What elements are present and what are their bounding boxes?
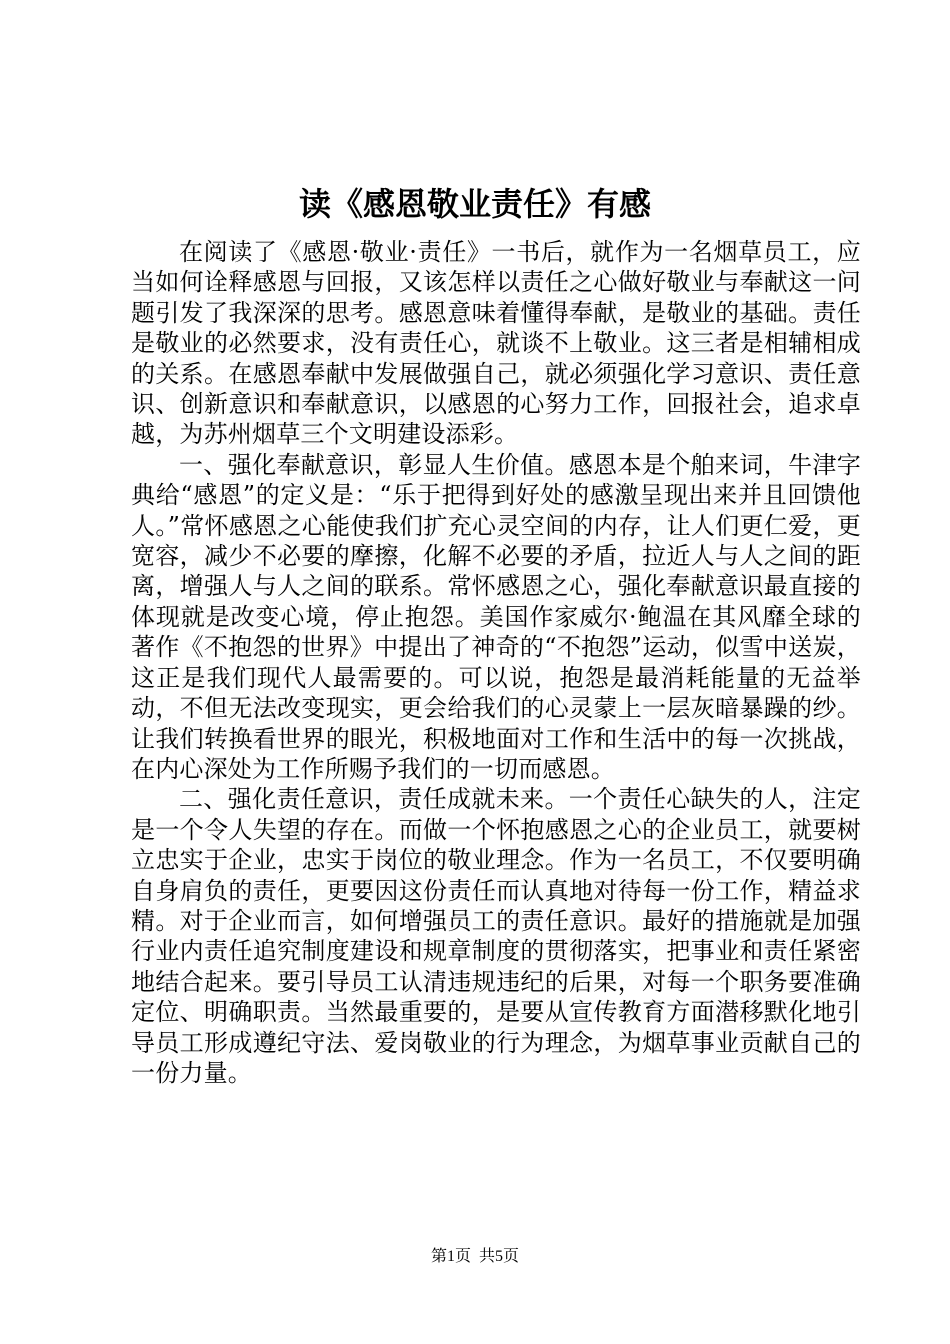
page-title: 读《感恩敬业责任》有感 <box>298 185 651 223</box>
page-number: 第1页 <box>430 1248 471 1265</box>
document-body <box>131 237 861 1088</box>
page-total: 共5页 <box>479 1248 520 1265</box>
page-footer <box>0 1247 950 1267</box>
paragraph-section-2: 二、强化责任意识，责任成就未来。一个责任心缺失的人，注定是一个令人失望的存在。而做一个怀抱感恩之心的企业员工，就要树立忠实于企业，忠实于岗位的敬业理念。作为一名员工，不仅要明确自身肩负的责任，更要因这份责任而认真地对待每一份工作，精益求精。对于企业而言，如何增强员工的责任意识。最好的措施就是加强行业内责任追究制度建设和规章制度的贯彻落实，把事业和责任紧密地结合起来。要引导员工认清违规违纪的后果，对每一个职务要准确定位、明确职责。当然最重要的，是要从宣传教育方面潜移默化地引导员工形成遵纪守法、爱岗敬业的行为理念，为烟草事业贡献自己的一份力量。 <box>131 785 861 1087</box>
paragraph-section-1: 一、强化奉献意识，彰显人生价值。感恩本是个舶来词，牛津字典给“感恩”的定义是：“乐于把得到好处的感激呈现出来并且回馈他人。”常怀感恩之心能使我们扩充心灵空间的内存，让人们更仁爱，更宽容，减少不必要的摩擦，化解不必要的矛盾，拉近人与人之间的距离，增强人与人之间的联系。常怀感恩之心，强化奉献意识最直接的体现就是改变心境，停止抱怨。美国作家威尔·鲍温在其风靡全球的著作《不抱怨的世界》中提出了神奇的“不抱怨”运动，似雪中送炭，这正是我们现代人最需要的。可以说，抱怨是最消耗能量的无益举动，不但无法改变现实，更会给我们的心灵蒙上一层灰暗暴躁的纱。让我们转换看世界的眼光，积极地面对工作和生活中的每一次挑战，在内心深处为工作所赐予我们的一切而感恩。 <box>131 450 861 783</box>
paragraph-intro: 在阅读了《感恩·敬业·责任》一书后，就作为一名烟草员工，应当如何诠释感恩与回报，又该怎样以责任之心做好敬业与奉献这一问题引发了我深深的思考。感恩意味着懂得奉献，是敬业的基础。责任是敬业的必然要求，没有责任心，就谈不上敬业。这三者是相辅相成的关系。在感恩奉献中发展做强自己，就必须强化学习意识、责任意识、创新意识和奉献意识，以感恩的心努力工作，回报社会，追求卓越，为苏州烟草三个文明建设添彩。 <box>131 238 861 449</box>
